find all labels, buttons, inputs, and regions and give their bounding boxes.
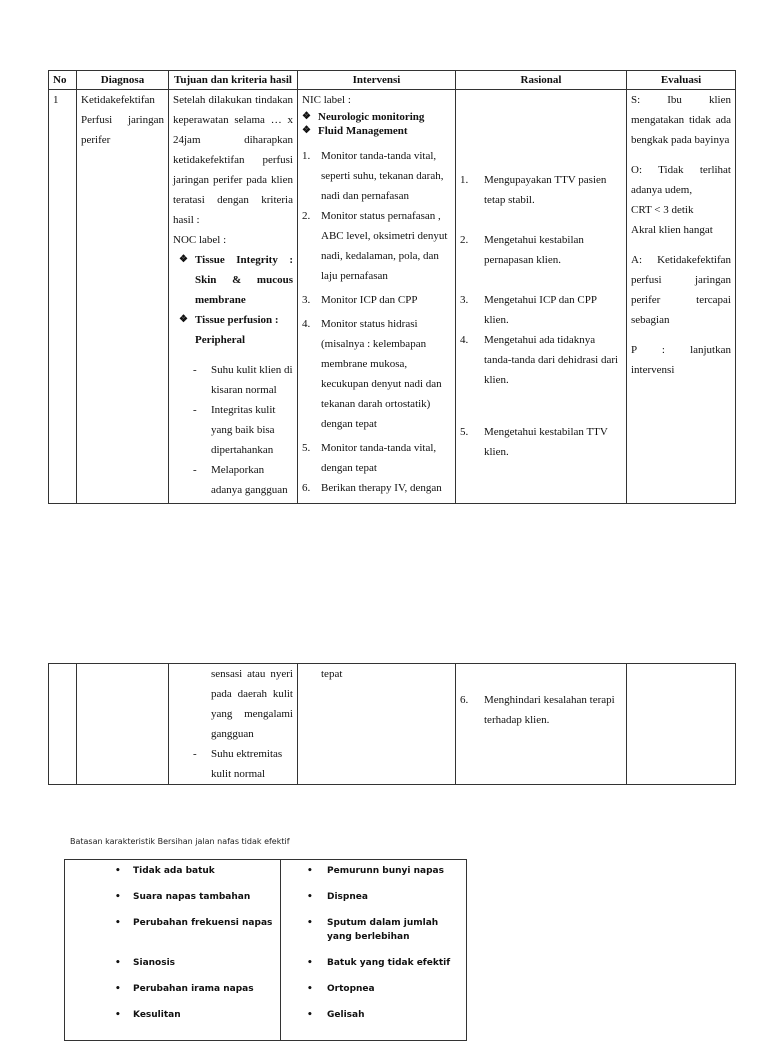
table-header-row <box>49 71 736 90</box>
kriteria-item: - Suhu ektremitas kulit normal <box>193 744 293 784</box>
kriteria-item: - Suhu kulit klien di kisaran normal <box>193 360 293 400</box>
care-plan-table <box>48 70 736 504</box>
batasan-item: • Batuk yang tidak efektif <box>287 956 460 982</box>
header-evaluasi: Evaluasi <box>627 71 736 90</box>
cell-diagnosa <box>77 664 169 785</box>
intervensi-item <box>302 314 451 434</box>
intervensi-text: Monitor status hidrasi (misalnya : kelembapan membrane mukosa, kecukupan denyut nadi dan tekanan darah ortostatik) dengan tepat <box>321 318 442 430</box>
table-row <box>49 90 736 504</box>
rasional-number: 5. <box>460 426 469 438</box>
intervensi-item <box>302 478 451 498</box>
nic-label: NIC label : <box>302 94 351 106</box>
rasional-text: Mengetahui ada tidaknya tanda-tanda dari dehidrasi dari klien. <box>484 334 619 386</box>
evaluasi-s: S: Ibu klien mengatakan tidak ada bengkak pada bayinya <box>631 94 731 146</box>
batasan-item: • Gelisah <box>287 1008 460 1034</box>
batasan-item: • Dispnea <box>287 890 460 916</box>
diagnosa-text: Ketidakefektifan Perfusi jaringan perifer <box>81 94 164 146</box>
nic-item: ❖ Fluid Management <box>302 124 451 138</box>
nic-item: ❖ Neurologic monitoring <box>302 110 451 124</box>
cell-no <box>49 664 77 785</box>
cell-evaluasi <box>627 90 736 504</box>
rasional-text: Mengetahui ICP dan CPP klien. <box>484 294 597 326</box>
batasan-item: • Tidak ada batuk <box>71 864 274 890</box>
rasional-number: 3. <box>460 294 469 306</box>
nic-list <box>302 110 451 138</box>
rasional-item <box>460 230 622 270</box>
intervensi-text: Monitor tanda-tanda vital, dengan tepat <box>321 442 437 474</box>
cell-rasional <box>456 90 627 504</box>
intervensi-text: Berikan therapy IV, dengan <box>321 482 442 494</box>
intervensi-number: 2. <box>302 210 311 222</box>
intervensi-item <box>302 438 451 478</box>
noc-list <box>173 250 293 350</box>
intervensi-item <box>302 146 451 206</box>
intervensi-list <box>302 146 451 498</box>
cell-tujuan <box>169 90 298 504</box>
rasional-number: 2. <box>460 234 469 246</box>
rasional-number: 1. <box>460 174 469 186</box>
intervensi-number: 3. <box>302 294 311 306</box>
rasional-number: 6. <box>460 694 469 706</box>
batasan-caption: Batasan karakteristik Bersihan jalan nafas tidak efektif <box>70 837 290 846</box>
rasional-text: Mengupayakan TTV pasien tetap stabil. <box>484 174 607 206</box>
batasan-left-column <box>65 860 281 1041</box>
cell-intervensi <box>298 90 456 504</box>
cell-diagnosa <box>77 90 169 504</box>
evaluasi-akral: Akral klien hangat <box>631 224 713 236</box>
rasional-item <box>460 290 622 330</box>
batasan-right-column <box>281 860 467 1041</box>
evaluasi-a: A: Ketidakefektifan perfusi jaringan perifer tercapai sebagian <box>631 254 731 326</box>
cell-intervensi <box>298 664 456 785</box>
rasional-item <box>460 170 622 210</box>
table-row <box>49 664 736 785</box>
header-intervensi: Intervensi <box>298 71 456 90</box>
noc-item: ❖ Tissue perfusion : Peripheral <box>179 310 293 350</box>
intervensi-text: Monitor tanda-tanda vital, seperti suhu, tekanan darah, nadi dan pernafasan <box>321 150 444 202</box>
rasional-text: Menghindari kesalahan terapi terhadap klien. <box>484 694 615 726</box>
batasan-row <box>65 860 467 1041</box>
intervensi-item <box>302 290 451 310</box>
rasional-list <box>460 690 622 730</box>
kriteria-item: - Integritas kulit yang baik bisa dipertahankan <box>193 400 293 460</box>
evaluasi-o: O: Tidak terlihat adanya udem, <box>631 164 731 196</box>
rasional-text: Mengetahui kestabilan pernapasan klien. <box>484 234 584 266</box>
rasional-number: 4. <box>460 334 469 346</box>
evaluasi-p: P : lanjutkan intervensi <box>631 344 731 376</box>
intervensi-text: Monitor status pernafasan , ABC level, oksimetri denyut nadi, kedalaman, pola, dan laju pernafasan <box>321 210 448 282</box>
batasan-item: • Ortopnea <box>287 982 460 1008</box>
intervensi-number: 6. <box>302 482 311 494</box>
batasan-item: • Perubahan frekuensi napas <box>71 916 274 956</box>
batasan-item: • Sianosis <box>71 956 274 982</box>
tujuan-continued: sensasi atau nyeri pada daerah kulit yang mengalami gangguan <box>211 668 293 740</box>
intervensi-number: 5. <box>302 442 311 454</box>
cell-no: 1 <box>49 90 77 504</box>
intervensi-number: 1. <box>302 150 311 162</box>
batasan-item: • Suara napas tambahan <box>71 890 274 916</box>
batasan-item: • Kesulitan <box>71 1008 274 1034</box>
header-diagnosa: Diagnosa <box>77 71 169 90</box>
header-no: No <box>49 71 77 90</box>
kriteria-list <box>173 360 293 500</box>
kriteria-item: - Melaporkan adanya gangguan <box>193 460 293 500</box>
batasan-item: • Pemurunn bunyi napas <box>287 864 460 890</box>
batasan-item: • Perubahan irama napas <box>71 982 274 1008</box>
noc-item: ❖ Tissue Integrity : Skin & mucous membrane <box>179 250 293 310</box>
rasional-item <box>460 690 622 730</box>
cell-tujuan <box>169 664 298 785</box>
intervensi-continued: tepat <box>321 668 343 680</box>
cell-evaluasi <box>627 664 736 785</box>
intervensi-number: 4. <box>302 318 311 330</box>
batasan-list <box>287 864 460 1034</box>
evaluasi-crt: CRT < 3 detik <box>631 204 694 216</box>
batasan-table <box>64 859 467 1041</box>
rasional-item <box>460 330 622 390</box>
noc-label: NOC label : <box>173 234 227 246</box>
intervensi-text: Monitor ICP dan CPP <box>321 294 418 306</box>
rasional-list <box>460 170 622 462</box>
header-tujuan: Tujuan dan kriteria hasil <box>169 71 298 90</box>
batasan-item: • Sputum dalam jumlah yang berlebihan <box>287 916 460 956</box>
care-plan-table-continued <box>48 663 736 785</box>
cell-rasional <box>456 664 627 785</box>
rasional-item <box>460 422 622 462</box>
tujuan-intro: Setelah dilakukan tindakan keperawatan selama … x 24jam diharapkan ketidakefektifan perfusi jaringan perifer pada klien teratasi dengan kriteria hasil : <box>173 94 293 226</box>
rasional-text: Mengetahui kestabilan TTV klien. <box>484 426 608 458</box>
batasan-list <box>71 864 274 1034</box>
intervensi-item <box>302 206 451 286</box>
kriteria-list <box>173 744 293 784</box>
header-rasional: Rasional <box>456 71 627 90</box>
